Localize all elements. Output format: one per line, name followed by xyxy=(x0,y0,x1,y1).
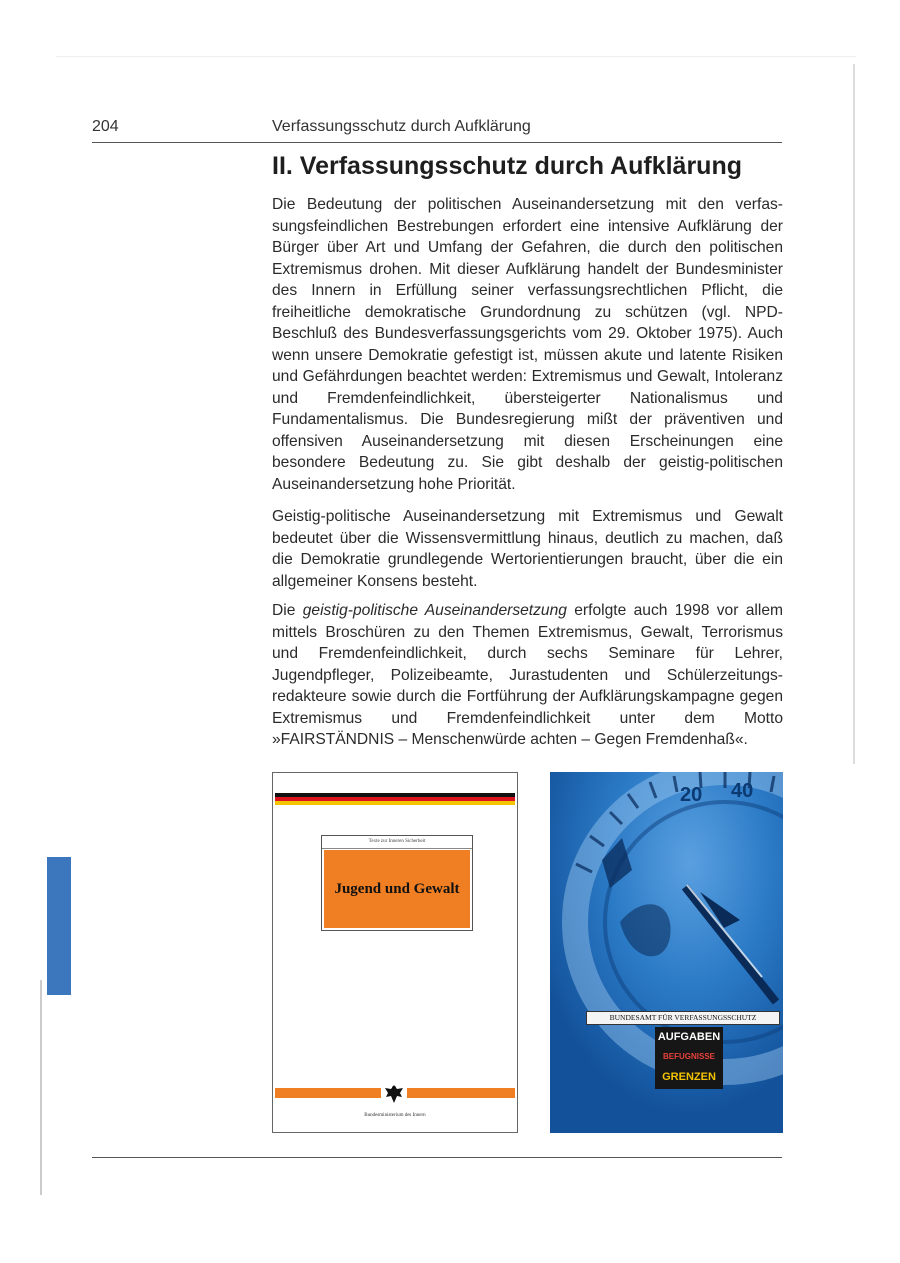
paragraph-1: Die Bedeutung der politischen Auseinandersetzung mit den verfassungsfeindlichen Bestrebungen erfordert eine intensive Aufklärung der Bürger über Art und Umfang der Gefahren, die durch den politischen Extremismus drohen. Mit dieser Aufklärung handelt der Bundesminister des Innern in Erfüllung seiner verfassungsrechtlichen Pflicht, die freiheitliche demokratische Grundordnung zu schützen (vgl. NPD-Beschluß des Bundesverfassungsgerichts vom 29. Oktober 1975). Auch wenn unsere Demokratie gefestigt ist, müssen akute und latente Risiken und Gefährdungen beachtet werden: Extremismus und Gewalt, Intoleranz und Fremdenfeindlichkeit, übersteigerter Nationalismus und Fundamentalismus. Die Bundesregierung mißt der präventiven und offensiven Auseinandersetzung mit diesen Erscheinungen eine besondere Bedeutung zu. Sie gibt deshalb der geistig-politischen Auseinandersetzung hohe Priorität. xyxy=(272,196,783,493)
title-box xyxy=(321,835,473,931)
header-rule xyxy=(92,142,782,143)
dial-number-20: 20 xyxy=(680,784,703,806)
tag-aufgaben: AUFGABEN xyxy=(657,1031,721,1043)
scan-edge-top xyxy=(56,56,856,57)
title-panel xyxy=(324,850,470,928)
scan-edge-left xyxy=(40,980,42,1195)
paragraph-2: Geistig-politische Auseinandersetzung mit Extremismus und Gewalt bedeutet über die Wissensvermittlung hinaus, deutlich zu machen, daß die Demokratie grundlegende Wertorientierungen braucht, über die ein allgemeiner Konsens besteht. xyxy=(272,508,783,590)
paragraph-3-intro: Die xyxy=(272,602,303,619)
agency-banner: BUNDESAMT FÜR VERFASSUNGSSCHUTZ xyxy=(586,1011,780,1025)
scan-edge-right xyxy=(853,64,855,764)
tag-grenzen: GRENZEN xyxy=(662,1071,716,1083)
running-head: Verfassungsschutz durch Aufklärung xyxy=(272,118,531,135)
dial-number-40: 40 xyxy=(731,780,754,802)
chapter-tab xyxy=(47,857,71,995)
footer-rule xyxy=(92,1157,782,1158)
brochure-cover-bfv xyxy=(550,772,783,1133)
tag-panel xyxy=(655,1027,723,1089)
brochure-title: Jugend und Gewalt xyxy=(334,880,460,897)
page-number: 204 xyxy=(92,118,119,135)
flag-stripe xyxy=(275,793,515,805)
series-label: Texte zur Inneren Sicherheit xyxy=(322,836,472,849)
paragraph-3 xyxy=(272,600,783,751)
federal-eagle-icon xyxy=(381,1082,407,1106)
section-heading: II. Verfassungsschutz durch Aufklärung xyxy=(272,152,742,180)
publisher-label: Bundesministerium des Innern xyxy=(364,1113,426,1118)
paragraph-3-emphasis: geistig-politische Auseinandersetzung xyxy=(302,602,567,619)
paragraph-3-rest: erfolgte auch 1998 vor allem mittels Broschüren zu den Themen Extremismus, Gewalt, Terrorismus und Fremdenfeindlichkeit, durch sechs Seminare für Lehrer, Jugendpfleger, Polizeibeamte, Jurastudenten und Schülerzeitungsredakteure sowie durch die Fortführung der Aufklärungskampagne gegen Extremismus und Fremdenfeindlichkeit unter dem Motto »FAIRSTÄNDNIS – Menschenwürde achten – Gegen Fremdenhaß«. xyxy=(272,602,783,748)
brochure-cover-jugend-und-gewalt xyxy=(272,772,518,1133)
tag-befugnisse: BEFUGNISSE xyxy=(662,1052,715,1061)
